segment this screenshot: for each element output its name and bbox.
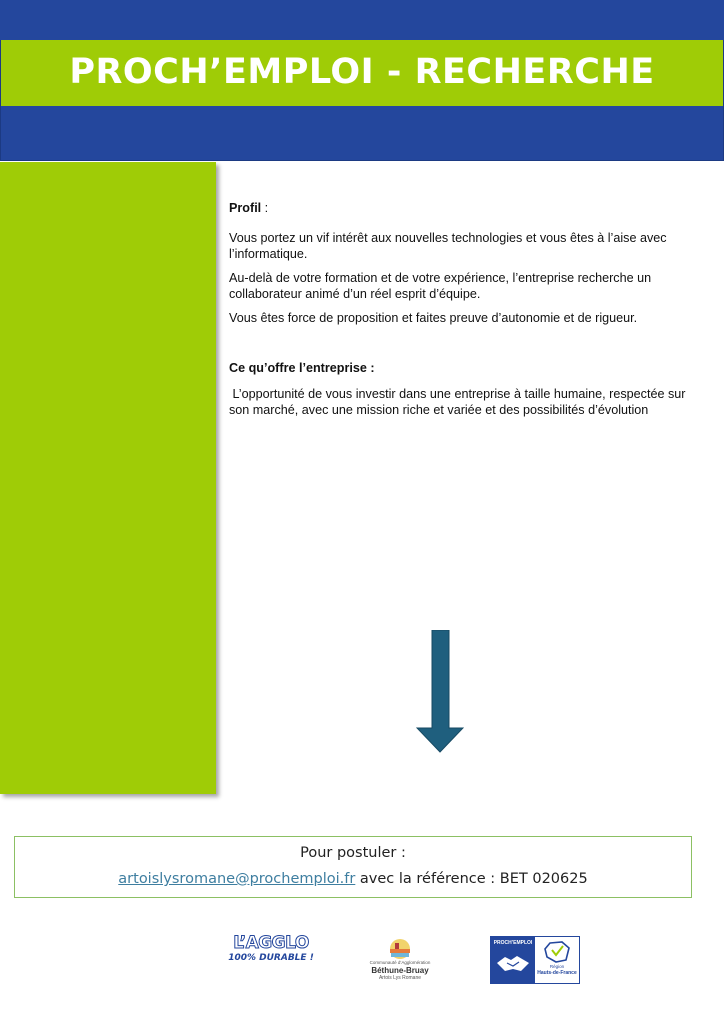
- profile-label-suffix: :: [261, 201, 269, 215]
- bethune-subtitle: Artois Lys Romane: [378, 975, 422, 981]
- agglo-logo-line2: 100% DURABLE !: [228, 953, 314, 963]
- prochemploi-region-logo: [490, 936, 580, 984]
- region-map-icon: [542, 940, 572, 964]
- apply-box: [14, 836, 692, 898]
- handshake-icon: [495, 949, 531, 975]
- page-title: PROCH’EMPLOI - RECHERCHE: [69, 52, 655, 92]
- apply-reference: BET 020625: [499, 871, 588, 887]
- header-bottom-band: [0, 106, 724, 161]
- profile-paragraph-1: Vous portez un vif intérêt aux nouvelles technologies et vous êtes à l’aise avec l’informatique.: [229, 231, 667, 261]
- job-description: [229, 200, 699, 426]
- agglo-logo-line1: L’AGGLO: [233, 933, 309, 953]
- profile-label: Profil: [229, 201, 262, 215]
- apply-title: Pour postuler :: [300, 845, 406, 861]
- offer-text: L’opportunité de vous investir dans une entreprise à taille humaine, respectée sur son marché, avec une mission riche et variée et des possibilités d’évolution: [229, 387, 689, 417]
- offer-heading: Ce qu’offre l’entreprise :: [229, 361, 375, 375]
- apply-line: [15, 869, 691, 889]
- region-name: Hauts-de-France: [537, 970, 577, 976]
- bethune-bruay-logo: [368, 938, 432, 990]
- profile-paragraph-3: Vous êtes force de proposition et faites preuve d’autonomie et de rigueur.: [229, 311, 638, 325]
- apply-email-link[interactable]: artoislysromane@prochemploi.fr: [118, 871, 356, 887]
- region-label: Région: [549, 964, 565, 969]
- bethune-emblem-icon: [387, 938, 413, 960]
- down-arrow-icon: [416, 630, 464, 754]
- profile-heading: [229, 200, 699, 216]
- apply-reference-prefix: avec la référence :: [355, 871, 500, 887]
- header-top-band: [0, 0, 724, 40]
- agglo-durable-logo: [226, 934, 316, 974]
- prochemploi-name: PROCH’EMPLOI: [493, 940, 533, 946]
- bethune-small-text: Communauté d’Agglomération: [369, 960, 431, 965]
- region-panel: [535, 937, 579, 983]
- bethune-name: Béthune-Bruay: [371, 966, 429, 975]
- prochemploi-panel: [491, 937, 535, 983]
- green-side-panel: [0, 162, 216, 794]
- profile-paragraph-2: Au-delà de votre formation et de votre expérience, l’entreprise recherche un collaborateur animé d’un réel esprit d’équipe.: [229, 271, 652, 301]
